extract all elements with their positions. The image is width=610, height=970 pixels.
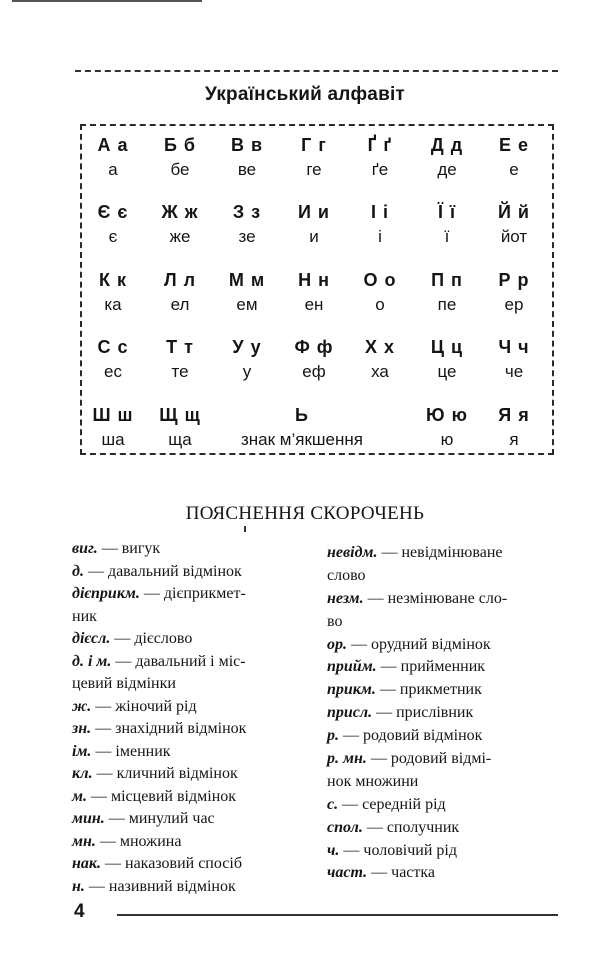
abbreviation: м. <box>72 787 87 805</box>
top-edge-line <box>12 0 202 2</box>
abbreviation-meaning: — орудний відмінок <box>347 635 491 653</box>
abbreviation-line <box>327 840 567 863</box>
abbreviation-meaning: — незмінюване сло- <box>363 589 508 607</box>
alphabet-letter-name: бе <box>170 160 190 179</box>
alphabet-letter: Л л <box>163 270 197 290</box>
abbreviation-meaning: — жіночий рід <box>91 697 197 715</box>
alphabet-letter-name: пе <box>437 295 457 314</box>
alphabet-letter: Ю ю <box>426 405 468 425</box>
alphabet-letter: Є є <box>97 202 129 222</box>
alphabet-letter: В в <box>230 135 264 155</box>
abbreviation-line <box>72 606 327 629</box>
abbreviation-meaning: — родовий відмі- <box>366 750 492 768</box>
abbreviation-line <box>327 679 567 702</box>
abbreviation-line <box>327 748 567 771</box>
abbreviation: нак. <box>72 855 101 872</box>
abbreviation: н. <box>72 877 85 895</box>
alphabet-cell <box>472 201 556 248</box>
abbreviation-line <box>327 702 567 725</box>
alphabet-letter-name: ве <box>237 160 257 179</box>
abbreviation-meaning: — множина <box>95 832 182 850</box>
alphabet-letter: Р р <box>498 270 530 290</box>
abbreviation: мин. <box>72 810 105 827</box>
alphabet-cell <box>472 134 556 181</box>
alphabet-letter: К к <box>99 270 127 290</box>
abbreviation: дієсл. <box>72 630 111 647</box>
abbreviation-meaning: — дієприкмет- <box>139 585 246 602</box>
alphabet-letter-name: ем <box>236 295 258 314</box>
abbreviation-meaning: — прикметник <box>375 681 482 699</box>
alphabet-letter: І і <box>370 202 389 222</box>
alphabet-letter: Ч ч <box>498 337 530 357</box>
abbreviation: невідм. <box>327 544 378 561</box>
abbreviation-meaning: — вигук <box>97 540 161 557</box>
abbreviation: присл. <box>327 704 373 722</box>
alphabet-letter-name: де <box>437 160 457 179</box>
abbreviation-line <box>327 725 567 748</box>
alphabet-letter-name: це <box>437 362 457 381</box>
alphabet-letter-name: е <box>509 160 519 179</box>
abbreviation: прикм. <box>327 681 376 699</box>
abbreviation: зн. <box>72 720 92 737</box>
alphabet-letter-name: те <box>171 362 189 381</box>
alphabet-letter: Х х <box>364 337 396 357</box>
abbreviation-meaning: — частка <box>367 864 436 882</box>
abbreviation-meaning: — місцевий відмінок <box>86 787 237 805</box>
abbreviation-meaning: — чоловічий рід <box>339 841 457 859</box>
abbreviation-line <box>72 853 327 876</box>
bottom-rule <box>117 914 558 916</box>
abbreviation-meaning: — прислівник <box>372 704 474 722</box>
alphabet-letter: Д д <box>430 135 464 155</box>
alphabet-letter: Ї ї <box>437 202 457 222</box>
abbreviation: р. <box>327 727 339 745</box>
alphabet-letter-name: ел <box>170 295 190 314</box>
abbreviation: кл. <box>72 765 93 782</box>
abbreviation-meaning: — родовий відмінок <box>339 727 483 745</box>
abbreviation-line <box>72 628 327 651</box>
abbreviation: ж. <box>72 697 92 715</box>
abbreviation: с. <box>327 795 339 813</box>
abbreviation: д. і м. <box>72 652 112 670</box>
alphabet-letter-name: ге <box>306 160 322 179</box>
alphabet-letter: С с <box>97 337 129 357</box>
abbreviation-line <box>72 561 327 584</box>
abbreviation-line <box>327 817 567 840</box>
abbreviation-line <box>72 786 327 809</box>
abbreviation: д. <box>72 562 84 580</box>
alphabet-letter: З з <box>232 202 262 222</box>
alphabet-letter: Ц ц <box>430 337 464 357</box>
alphabet-letter: Б б <box>163 135 197 155</box>
alphabet-cell <box>472 404 556 451</box>
alphabet-letter-name: о <box>375 295 385 314</box>
abbreviation-meaning: ник <box>72 607 97 625</box>
alphabet-cell <box>472 336 556 383</box>
abbreviation-meaning: — сполучник <box>362 818 460 836</box>
alphabet-letter-name: ща <box>168 430 192 449</box>
alphabet-letter-name: я <box>509 430 519 449</box>
abbreviation-line <box>72 876 327 899</box>
alphabet-letter-name: знак м’якшення <box>241 430 363 449</box>
abbreviation-line <box>72 808 327 831</box>
abbreviation-line <box>72 583 327 606</box>
alphabet-letter: М м <box>228 270 266 290</box>
abbreviation: ч. <box>327 841 340 859</box>
alphabet-letter-name: йот <box>500 227 528 246</box>
abbreviation-meaning: — середній рід <box>338 795 446 813</box>
abbreviation: виг. <box>72 540 98 557</box>
abbreviation-meaning: нок множини <box>327 772 419 790</box>
abbreviation-meaning: слово <box>327 566 366 584</box>
abbreviation-meaning: цевий відмінки <box>72 675 176 692</box>
alphabet-letter-name: и <box>309 227 319 246</box>
alphabet-letter-name: еф <box>302 362 326 381</box>
alphabet-letter: П п <box>431 270 463 290</box>
abbreviation-line <box>72 538 327 561</box>
alphabet-letter: Ґ ґ <box>367 135 393 155</box>
alphabet-letter: Е е <box>498 135 530 155</box>
alphabet-letter: О о <box>363 270 397 290</box>
alphabet-letter-name: ха <box>371 362 389 381</box>
abbreviation-line <box>327 611 567 634</box>
abbreviation-line <box>327 588 567 611</box>
abbreviation: прийм. <box>327 658 377 676</box>
alphabet-letter-name: ґе <box>371 160 389 179</box>
alphabet-letter: А а <box>97 135 129 155</box>
abbreviation-line <box>327 634 567 657</box>
alphabet-letter: Ш ш <box>92 405 134 425</box>
abbreviation-meaning: — знахідний відмінок <box>91 720 247 737</box>
abbreviation-line <box>327 771 567 794</box>
abbreviation-meaning: — кличний відмінок <box>92 765 238 782</box>
alphabet-letter-name: че <box>504 362 524 381</box>
abbreviation-line <box>327 656 567 679</box>
alphabet-letter-name: ес <box>104 362 122 381</box>
abbreviation-line <box>72 696 327 719</box>
abbreviation-meaning: во <box>327 612 343 630</box>
alphabet-letter: Ф ф <box>294 337 334 357</box>
abbreviation-line <box>327 794 567 817</box>
alphabet-letter-name: у <box>242 362 252 381</box>
abbreviation-meaning: — дієслово <box>110 630 193 647</box>
alphabet-letter-name: і <box>378 227 382 246</box>
abbreviation-line <box>327 862 567 885</box>
alphabet-letter-name: ї <box>444 227 450 246</box>
alphabet-letter-name: ер <box>504 295 524 314</box>
abbreviation-meaning: — давальний відмінок <box>83 562 242 580</box>
abbreviation: спол. <box>327 818 363 836</box>
alphabet-letter: Ь <box>295 405 309 425</box>
abbreviation-meaning: — називний відмінок <box>84 877 236 895</box>
abbreviations-title: ПОЯСНЕННЯ СКОРОЧЕНЬ <box>185 503 425 524</box>
alphabet-letter: Щ щ <box>159 405 201 425</box>
abbreviation-line <box>72 651 327 674</box>
alphabet-title: Український алфавіт <box>205 84 405 105</box>
alphabet-letter-name: а <box>108 160 118 179</box>
abbreviations-left-column <box>72 538 327 898</box>
alphabet-letter-name: є <box>108 227 118 246</box>
abbreviation-meaning: — минулий час <box>104 810 215 827</box>
abbreviation-line <box>327 565 567 588</box>
page-number: 4 <box>74 901 85 922</box>
alphabet-letter: И и <box>297 202 330 222</box>
alphabet-cell <box>222 404 382 451</box>
abbreviation-line <box>72 763 327 786</box>
alphabet-letter: Г г <box>301 135 327 155</box>
abbreviation-meaning: — прийменник <box>376 658 486 676</box>
alphabet-table <box>80 124 554 455</box>
alphabet-letter: Т т <box>166 337 194 357</box>
alphabet-cell <box>138 404 222 451</box>
abbreviation: дієприкм. <box>72 585 140 602</box>
abbreviation: р. мн. <box>327 750 367 768</box>
abbreviation: ор. <box>327 635 347 653</box>
alphabet-letter: У у <box>232 337 262 357</box>
abbreviation: част. <box>327 864 368 882</box>
top-dashed-rule <box>75 70 558 72</box>
abbreviation: ім. <box>72 742 92 760</box>
abbreviations-right-column <box>327 542 567 885</box>
alphabet-cell <box>472 269 556 316</box>
abbreviation: незм. <box>327 589 364 607</box>
alphabet-letter: Н н <box>298 270 330 290</box>
abbreviation-line <box>72 718 327 741</box>
alphabet-letter-name: ю <box>440 430 454 449</box>
abbreviation-meaning: — наказовий спосіб <box>101 855 242 872</box>
abbreviation-meaning: — іменник <box>91 742 171 760</box>
abbreviation-line <box>72 673 327 696</box>
alphabet-letter-name: ен <box>304 295 324 314</box>
abbreviation-line <box>327 542 567 565</box>
alphabet-letter: Й й <box>497 202 530 222</box>
alphabet-letter-name: же <box>169 227 191 246</box>
abbreviation: мн. <box>72 832 96 850</box>
alphabet-letter-name: ка <box>104 295 122 314</box>
alphabet-letter: Ж ж <box>161 202 199 222</box>
print-mark <box>244 526 246 532</box>
abbreviation-line <box>72 741 327 764</box>
abbreviation-line <box>72 831 327 854</box>
abbreviation-meaning: — невідмінюване <box>377 544 503 561</box>
alphabet-letter: Я я <box>498 405 530 425</box>
alphabet-letter-name: зе <box>238 227 256 246</box>
alphabet-letter-name: ша <box>101 430 125 449</box>
abbreviation-meaning: — давальний і міс- <box>111 652 246 670</box>
